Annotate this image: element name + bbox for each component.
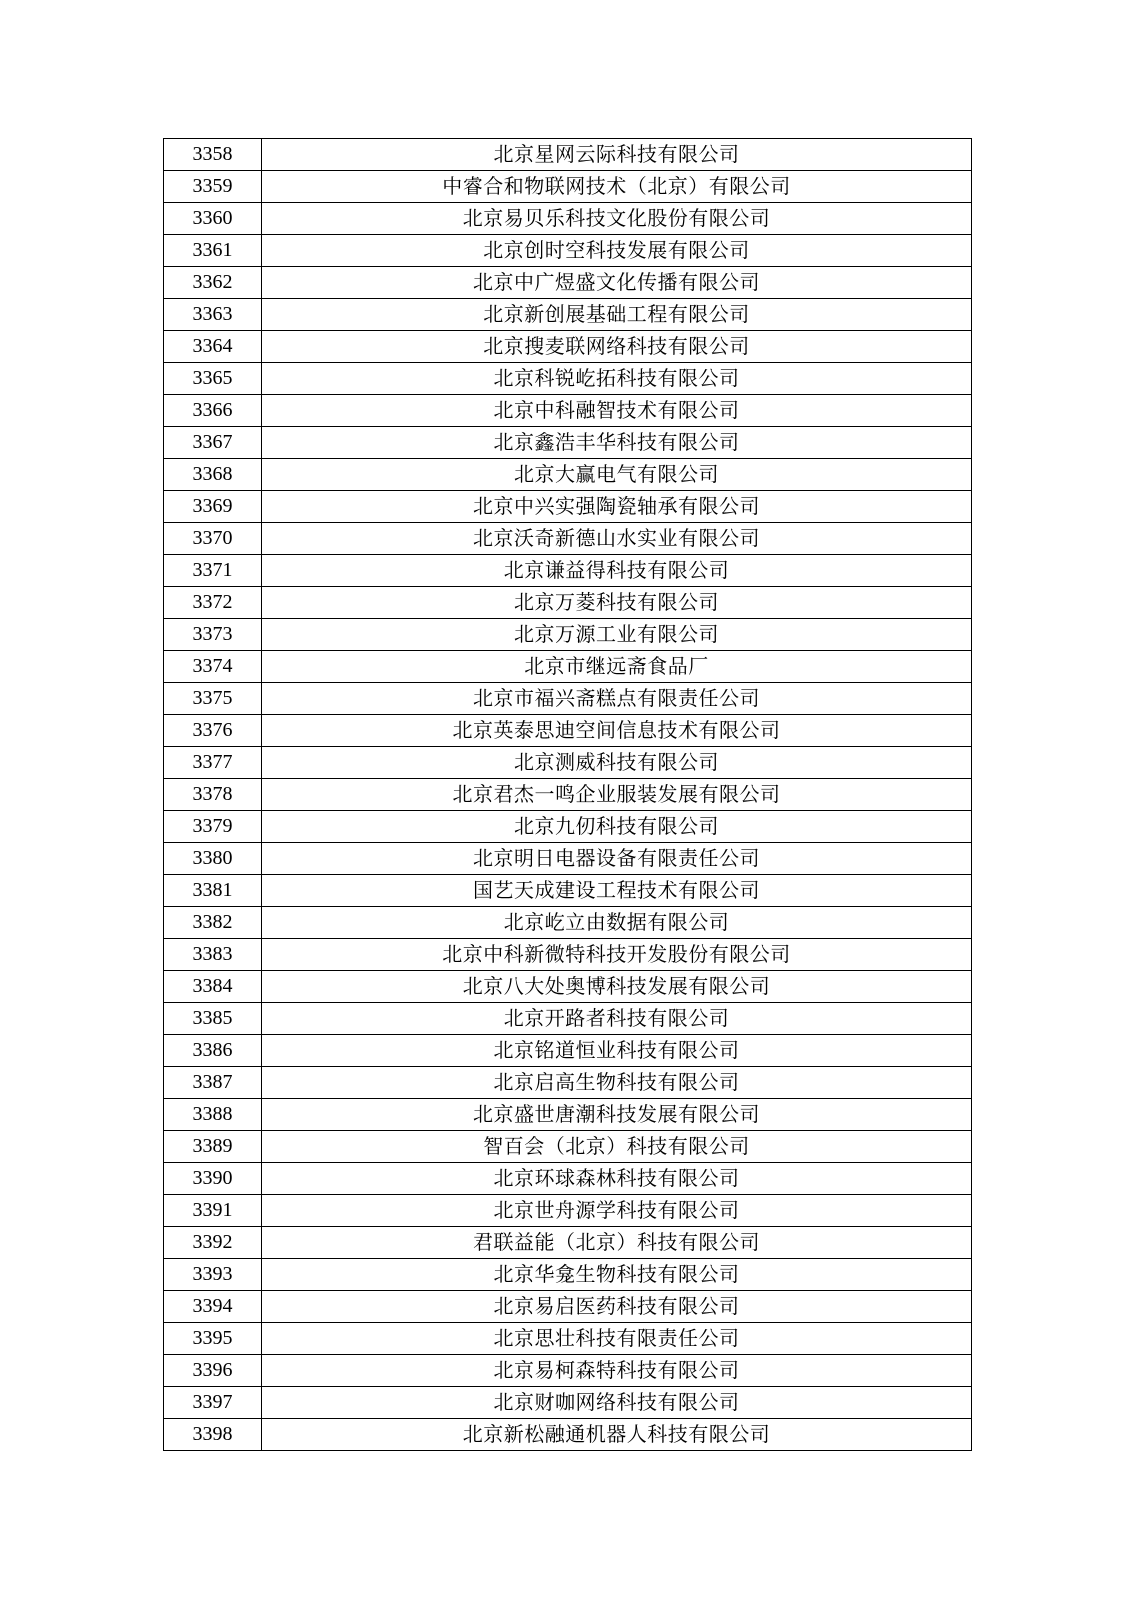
row-number-cell: 3383 [164, 939, 262, 971]
company-name-cell: 北京九仞科技有限公司 [262, 811, 972, 843]
row-number-cell: 3367 [164, 427, 262, 459]
table-row [164, 1259, 972, 1291]
table-row [164, 1387, 972, 1419]
table-row [164, 1291, 972, 1323]
company-name-cell: 北京万菱科技有限公司 [262, 587, 972, 619]
company-name-cell: 北京屹立由数据有限公司 [262, 907, 972, 939]
company-name-cell: 北京新创展基础工程有限公司 [262, 299, 972, 331]
table-row [164, 171, 972, 203]
row-number-cell: 3386 [164, 1035, 262, 1067]
company-name-cell: 北京市继远斋食品厂 [262, 651, 972, 683]
company-name-cell: 北京搜麦联网络科技有限公司 [262, 331, 972, 363]
row-number-cell: 3397 [164, 1387, 262, 1419]
company-name-cell: 北京新松融通机器人科技有限公司 [262, 1419, 972, 1451]
company-name-cell: 北京星网云际科技有限公司 [262, 139, 972, 171]
table-row [164, 939, 972, 971]
company-name-cell: 北京君杰一鸣企业服装发展有限公司 [262, 779, 972, 811]
table-row [164, 779, 972, 811]
company-name-cell: 北京市福兴斋糕点有限责任公司 [262, 683, 972, 715]
row-number-cell: 3375 [164, 683, 262, 715]
row-number-cell: 3369 [164, 491, 262, 523]
company-name-cell: 北京中兴实强陶瓷轴承有限公司 [262, 491, 972, 523]
company-name-cell: 北京铭道恒业科技有限公司 [262, 1035, 972, 1067]
row-number-cell: 3363 [164, 299, 262, 331]
row-number-cell: 3393 [164, 1259, 262, 1291]
table-row [164, 267, 972, 299]
table-row [164, 651, 972, 683]
row-number-cell: 3365 [164, 363, 262, 395]
company-name-cell: 北京华龛生物科技有限公司 [262, 1259, 972, 1291]
company-name-cell: 北京测威科技有限公司 [262, 747, 972, 779]
row-number-cell: 3376 [164, 715, 262, 747]
table-row [164, 331, 972, 363]
table-row [164, 843, 972, 875]
row-number-cell: 3360 [164, 203, 262, 235]
company-name-cell: 北京开路者科技有限公司 [262, 1003, 972, 1035]
table-row [164, 715, 972, 747]
company-name-cell: 北京易启医药科技有限公司 [262, 1291, 972, 1323]
row-number-cell: 3392 [164, 1227, 262, 1259]
table-row [164, 555, 972, 587]
company-name-cell: 北京万源工业有限公司 [262, 619, 972, 651]
company-name-cell: 北京思壮科技有限责任公司 [262, 1323, 972, 1355]
row-number-cell: 3390 [164, 1163, 262, 1195]
company-name-cell: 智百会（北京）科技有限公司 [262, 1131, 972, 1163]
table-row [164, 1003, 972, 1035]
row-number-cell: 3362 [164, 267, 262, 299]
company-name-cell: 北京世舟源学科技有限公司 [262, 1195, 972, 1227]
company-name-cell: 北京环球森林科技有限公司 [262, 1163, 972, 1195]
row-number-cell: 3391 [164, 1195, 262, 1227]
company-name-cell: 北京中科新微特科技开发股份有限公司 [262, 939, 972, 971]
row-number-cell: 3374 [164, 651, 262, 683]
table-row [164, 683, 972, 715]
table-row [164, 1227, 972, 1259]
table-row [164, 1355, 972, 1387]
row-number-cell: 3378 [164, 779, 262, 811]
table-row [164, 1419, 972, 1451]
company-name-cell: 北京中广煜盛文化传播有限公司 [262, 267, 972, 299]
company-table [163, 138, 972, 1451]
row-number-cell: 3381 [164, 875, 262, 907]
table-row [164, 1131, 972, 1163]
row-number-cell: 3366 [164, 395, 262, 427]
company-name-cell: 君联益能（北京）科技有限公司 [262, 1227, 972, 1259]
table-row [164, 427, 972, 459]
table-row [164, 203, 972, 235]
company-name-cell: 北京沃奇新德山水实业有限公司 [262, 523, 972, 555]
row-number-cell: 3373 [164, 619, 262, 651]
table-row [164, 747, 972, 779]
table-row [164, 587, 972, 619]
row-number-cell: 3396 [164, 1355, 262, 1387]
row-number-cell: 3389 [164, 1131, 262, 1163]
company-name-cell: 国艺天成建设工程技术有限公司 [262, 875, 972, 907]
company-name-cell: 北京易贝乐科技文化股份有限公司 [262, 203, 972, 235]
company-name-cell: 中睿合和物联网技术（北京）有限公司 [262, 171, 972, 203]
row-number-cell: 3372 [164, 587, 262, 619]
table-row [164, 1195, 972, 1227]
row-number-cell: 3384 [164, 971, 262, 1003]
company-name-cell: 北京易柯森特科技有限公司 [262, 1355, 972, 1387]
row-number-cell: 3370 [164, 523, 262, 555]
company-name-cell: 北京英泰思迪空间信息技术有限公司 [262, 715, 972, 747]
company-name-cell: 北京明日电器设备有限责任公司 [262, 843, 972, 875]
table-row [164, 619, 972, 651]
company-name-cell: 北京创时空科技发展有限公司 [262, 235, 972, 267]
table-row [164, 523, 972, 555]
company-name-cell: 北京中科融智技术有限公司 [262, 395, 972, 427]
company-name-cell: 北京鑫浩丰华科技有限公司 [262, 427, 972, 459]
table-row [164, 875, 972, 907]
row-number-cell: 3364 [164, 331, 262, 363]
table-row [164, 1099, 972, 1131]
company-name-cell: 北京盛世唐潮科技发展有限公司 [262, 1099, 972, 1131]
table-row [164, 811, 972, 843]
table-row [164, 491, 972, 523]
row-number-cell: 3398 [164, 1419, 262, 1451]
row-number-cell: 3361 [164, 235, 262, 267]
table-row [164, 1323, 972, 1355]
row-number-cell: 3377 [164, 747, 262, 779]
row-number-cell: 3380 [164, 843, 262, 875]
table-row [164, 1035, 972, 1067]
row-number-cell: 3395 [164, 1323, 262, 1355]
company-name-cell: 北京科锐屹拓科技有限公司 [262, 363, 972, 395]
row-number-cell: 3382 [164, 907, 262, 939]
row-number-cell: 3387 [164, 1067, 262, 1099]
table-body [164, 139, 972, 1451]
table-row [164, 971, 972, 1003]
row-number-cell: 3358 [164, 139, 262, 171]
company-name-cell: 北京启高生物科技有限公司 [262, 1067, 972, 1099]
row-number-cell: 3379 [164, 811, 262, 843]
row-number-cell: 3368 [164, 459, 262, 491]
table-row [164, 1067, 972, 1099]
table-row [164, 363, 972, 395]
company-name-cell: 北京大赢电气有限公司 [262, 459, 972, 491]
row-number-cell: 3394 [164, 1291, 262, 1323]
table-row [164, 395, 972, 427]
company-name-cell: 北京八大处奥博科技发展有限公司 [262, 971, 972, 1003]
row-number-cell: 3371 [164, 555, 262, 587]
table-row [164, 235, 972, 267]
table-row [164, 299, 972, 331]
company-name-cell: 北京财咖网络科技有限公司 [262, 1387, 972, 1419]
row-number-cell: 3385 [164, 1003, 262, 1035]
table-row [164, 907, 972, 939]
row-number-cell: 3359 [164, 171, 262, 203]
row-number-cell: 3388 [164, 1099, 262, 1131]
table-row [164, 459, 972, 491]
company-name-cell: 北京谦益得科技有限公司 [262, 555, 972, 587]
table-row [164, 139, 972, 171]
table-row [164, 1163, 972, 1195]
